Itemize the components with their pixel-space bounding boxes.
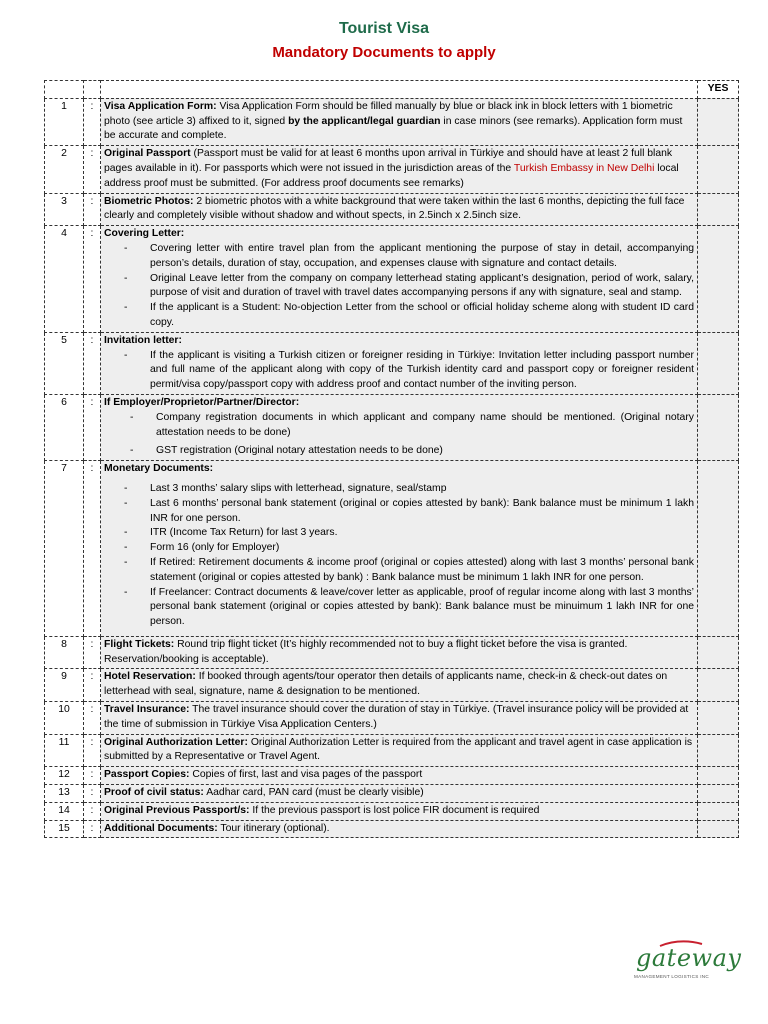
- row-text: in case minors (see remarks). Application form must be accurate and complete.: [104, 115, 683, 142]
- yes-checkbox-cell[interactable]: [698, 98, 739, 145]
- row-description: [101, 332, 698, 394]
- yes-column-header: YES: [698, 81, 739, 99]
- row-label: Invitation letter:: [104, 334, 182, 346]
- row-colon: :: [84, 146, 101, 193]
- row-description: [101, 636, 698, 669]
- table-row: [45, 785, 739, 803]
- row-text: If the previous passport is lost police FIR document is required: [249, 804, 540, 816]
- table-row: [45, 767, 739, 785]
- row-text: Copies of first, last and visa pages of the passport: [189, 769, 423, 781]
- table-row: [45, 734, 739, 767]
- row-colon: :: [84, 820, 101, 838]
- row-item-list: [104, 411, 694, 459]
- list-item: - If the applicant is visiting a Turkish citizen or foreigner residing in Türkiye: Invitation letter including passport number and full name of the applicant along with copy of the Turkish identity card and passport copy or foreigner resident permit/visa copy/passport copy with address proof and contact number of the inviting person.: [124, 349, 694, 393]
- row-colon: :: [84, 461, 101, 637]
- row-label: Monetary Documents:: [104, 463, 214, 475]
- list-item: - ITR (Income Tax Return) for last 3 years.: [124, 526, 694, 541]
- row-number: 4: [45, 226, 84, 333]
- row-description: [101, 461, 698, 637]
- table-row: [45, 669, 739, 702]
- table-row: [45, 193, 739, 226]
- row-description: [101, 820, 698, 838]
- row-description: [101, 802, 698, 820]
- table-row: [45, 802, 739, 820]
- row-item-list: [104, 482, 694, 630]
- row-item-list: [104, 349, 694, 393]
- row-text: Tour itinerary (optional).: [217, 822, 330, 834]
- row-colon: :: [84, 802, 101, 820]
- list-item: - Company registration documents in which applicant and company name should be mentioned. (Original notary attestation needs to be done): [130, 411, 694, 441]
- row-text: local address proof must be submitted. (For address proof documents see remarks): [104, 162, 679, 189]
- yes-checkbox-cell[interactable]: [698, 802, 739, 820]
- row-number: 11: [45, 734, 84, 767]
- list-item: - Last 6 months’ personal bank statement (original or copies attested by bank): Bank balance must be minimum 1 lakh INR for one person.: [124, 497, 694, 527]
- yes-checkbox-cell[interactable]: [698, 785, 739, 803]
- row-label: Passport Copies:: [104, 769, 190, 781]
- header-num-cell: [45, 81, 84, 99]
- yes-checkbox-cell[interactable]: [698, 394, 739, 460]
- yes-checkbox-cell[interactable]: [698, 820, 739, 838]
- header-colon-cell: [84, 81, 101, 99]
- row-label: Proof of civil status:: [104, 787, 204, 799]
- row-colon: :: [84, 785, 101, 803]
- yes-checkbox-cell[interactable]: [698, 702, 739, 735]
- row-colon: :: [84, 226, 101, 333]
- row-text: Aadhar card, PAN card (must be clearly visible): [203, 787, 424, 799]
- row-text: Round trip flight ticket (It’s highly recommended not to buy a flight ticket before the visa is granted. Reservation/booking is acceptable).: [104, 638, 628, 665]
- row-colon: :: [84, 98, 101, 145]
- yes-checkbox-cell[interactable]: [698, 226, 739, 333]
- row-label: If Employer/Proprietor/Partner/Director:: [104, 396, 300, 408]
- row-colon: :: [84, 669, 101, 702]
- row-text-bold: by the applicant/legal guardian: [288, 115, 441, 127]
- table-row: [45, 702, 739, 735]
- row-colon: :: [84, 394, 101, 460]
- row-number: 6: [45, 394, 84, 460]
- row-label: Travel Insurance:: [104, 704, 190, 716]
- yes-checkbox-cell[interactable]: [698, 146, 739, 193]
- row-number: 8: [45, 636, 84, 669]
- list-item: - If Retired: Retirement documents & income proof (original or copies attested) along with last 3 months’ personal bank statement (original or copies attested by bank) : Bank balance must be minimum 1 lakh INR for one person.: [124, 556, 694, 586]
- row-label: Additional Documents:: [104, 822, 218, 834]
- page-title: Tourist Visa: [338, 20, 430, 37]
- row-colon: :: [84, 193, 101, 226]
- row-label: Covering Letter:: [104, 228, 185, 240]
- page-subtitle: Mandatory Documents to apply: [272, 44, 496, 61]
- row-label: Visa Application Form:: [104, 100, 217, 112]
- table-row: [45, 394, 739, 460]
- row-label: Biometric Photos:: [104, 195, 194, 207]
- row-text: If booked through agents/tour operator then details of applicants name, check-in & check-out dates on letterhead with seal, signature, name & designation to be mentioned.: [104, 671, 668, 698]
- row-description: [101, 193, 698, 226]
- logo-wordmark: gateway: [636, 944, 742, 972]
- row-description: [101, 146, 698, 193]
- row-description: [101, 669, 698, 702]
- header-desc-cell: [101, 81, 698, 99]
- row-number: 12: [45, 767, 84, 785]
- yes-checkbox-cell[interactable]: [698, 767, 739, 785]
- row-number: 10: [45, 702, 84, 735]
- row-text: The travel insurance should cover the duration of stay in Türkiye. (Travel insurance policy will be provided at the time of submission in Türkiye Visa Application Centers.): [104, 704, 689, 730]
- row-number: 5: [45, 332, 84, 394]
- row-number: 13: [45, 785, 84, 803]
- row-number: 15: [45, 820, 84, 838]
- table-row: [45, 636, 739, 669]
- yes-checkbox-cell[interactable]: [698, 193, 739, 226]
- logo-tagline: MANAGEMENT LOGISTICS INC: [634, 974, 710, 979]
- list-item: - Last 3 months’ salary slips with letterhead, signature, seal/stamp: [124, 482, 694, 497]
- list-item: - If Freelancer: Contract documents & leave/cover letter as applicable, proof of regular income along with last 3 months’ personal bank statement (original or copies attested by bank): Bank balance must be minuimum 1 lakh INR for one person.: [124, 586, 694, 630]
- table-header-row: [45, 81, 739, 99]
- gateway-logo: [620, 938, 742, 984]
- table-row: [45, 226, 739, 333]
- row-number: 14: [45, 802, 84, 820]
- row-number: 9: [45, 669, 84, 702]
- list-item: - Form 16 (only for Employer): [124, 541, 694, 556]
- row-label: Original Previous Passport/s:: [104, 804, 250, 816]
- row-description: [101, 98, 698, 145]
- row-colon: :: [84, 767, 101, 785]
- row-text: 2 biometric photos with a white background that were taken within the last 6 months, depicting the full face clearly and completely visible without shadow and without spects, in 2.5inch x 2.5inch size.: [104, 195, 685, 222]
- row-description: [101, 702, 698, 735]
- row-number: 2: [45, 146, 84, 193]
- row-text: Visa Application Form should be filled manually by blue or black ink in block letters with 1 biometric photo (see article 3) affixed to it, signed: [104, 100, 673, 127]
- row-label: Flight Tickets:: [104, 638, 175, 650]
- row-text: (Passport must be valid for at least 6 months upon arrival in Türkiye and should have at least 2 full blank pages available in it). For passports which were not issued in the jurisdiction areas of the: [104, 148, 673, 174]
- row-label: Original Passport: [104, 148, 191, 160]
- documents-table: [44, 80, 739, 838]
- row-label: Original Authorization Letter:: [104, 736, 248, 748]
- row-number: 3: [45, 193, 84, 226]
- yes-checkbox-cell[interactable]: [698, 734, 739, 767]
- yes-checkbox-cell[interactable]: [698, 669, 739, 702]
- row-label: Hotel Reservation:: [104, 671, 196, 683]
- table-row: [45, 332, 739, 394]
- row-colon: :: [84, 332, 101, 394]
- row-colon: :: [84, 702, 101, 735]
- row-description: [101, 394, 698, 460]
- row-colon: :: [84, 636, 101, 669]
- row-colon: :: [84, 734, 101, 767]
- table-row: [45, 820, 739, 838]
- row-text-highlight: Turkish Embassy in New Delhi: [513, 162, 655, 174]
- list-item: - If the applicant is a Student: No-objection Letter from the school or official holiday scheme along with student ID card copy.: [124, 301, 694, 331]
- row-number: 7: [45, 461, 84, 637]
- row-description: [101, 785, 698, 803]
- table-row: [45, 461, 739, 637]
- list-item: - Original Leave letter from the company on company letterhead stating applicant’s designation, period of work, salary, purpose of visit and duration of travel with travel dates accompanying persons if any with signature, seal and stamp.: [124, 272, 694, 302]
- table-row: [45, 98, 739, 145]
- table-row: [45, 146, 739, 193]
- list-item: - Covering letter with entire travel plan from the applicant mentioning the purpose of stay in detail, accompanying person’s details, duration of stay, occupation, and expenses clause with signature and contact details.: [124, 242, 694, 272]
- row-description: [101, 226, 698, 333]
- yes-checkbox-cell[interactable]: [698, 461, 739, 637]
- row-number: 1: [45, 98, 84, 145]
- yes-checkbox-cell[interactable]: [698, 636, 739, 669]
- row-text: Original Authorization Letter is required from the applicant and travel agent in case application is submitted by a Representative or Travel Agent.: [104, 736, 693, 763]
- yes-checkbox-cell[interactable]: [698, 332, 739, 394]
- list-item: - GST registration (Original notary attestation needs to be done): [130, 444, 694, 459]
- row-description: [101, 734, 698, 767]
- row-description: [101, 767, 698, 785]
- row-item-list: [104, 242, 694, 331]
